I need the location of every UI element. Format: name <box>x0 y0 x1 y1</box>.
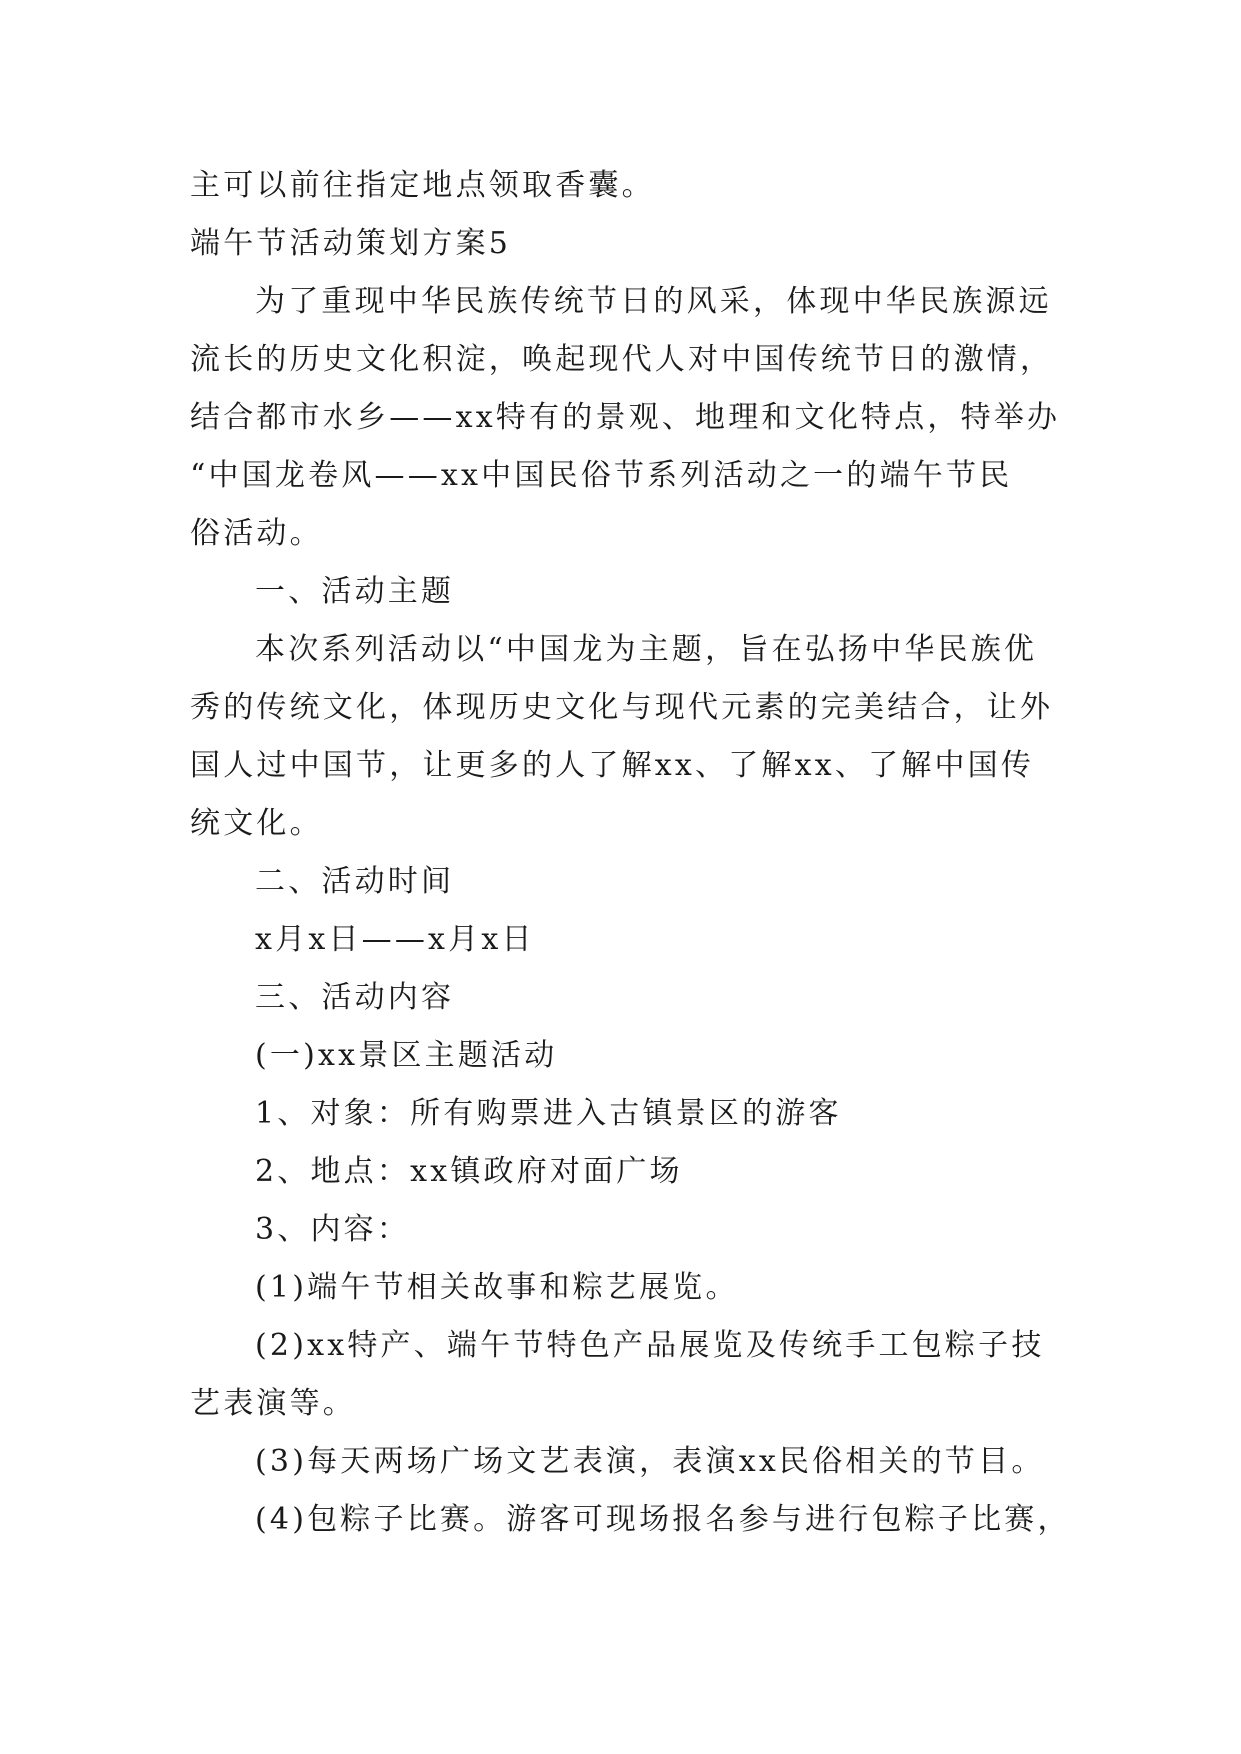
text-line: (4)包粽子比赛。游客可现场报名参与进行包粽子比赛， <box>255 1502 1071 1537</box>
text-line: 主可以前往指定地点领取香囊。 <box>190 168 655 203</box>
text-line: (1)端午节相关故事和粽艺展览。 <box>255 1270 739 1305</box>
text-line: 为了重现中华民族传统节日的风采，体现中华民族源远 <box>255 284 1052 319</box>
text-line: 3、内容： <box>255 1212 411 1247</box>
text-line: 本次系列活动以“中国龙为主题，旨在弘扬中华民族优 <box>255 632 1038 667</box>
text-line: 结合都市水乡——xx特有的景观、地理和文化特点，特举办 <box>190 400 1061 435</box>
text-line: (一)xx景区主题活动 <box>255 1038 558 1073</box>
subheading: 三、活动内容 <box>255 980 455 1015</box>
text-line: x月x日——x月x日 <box>255 922 535 957</box>
text-line: (2)xx特产、端午节特色产品展览及传统手工包粽子技 <box>255 1328 1045 1363</box>
text-line: 2、地点：xx镇政府对面广场 <box>255 1154 683 1189</box>
subheading: 一、活动主题 <box>255 574 455 609</box>
text-line: 艺表演等。 <box>190 1386 356 1421</box>
text-line: 秀的传统文化，体现历史文化与现代元素的完美结合，让外 <box>190 690 1054 725</box>
section-heading: 端午节活动策划方案5 <box>190 226 512 261</box>
subheading: 二、活动时间 <box>255 864 455 899</box>
text-line: 统文化。 <box>190 806 323 841</box>
text-line: 流长的历史文化积淀，唤起现代人对中国传统节日的激情， <box>190 342 1054 377</box>
text-line: “中国龙卷风——xx中国民俗节系列活动之一的端午节民 <box>190 458 1013 493</box>
text-line: 1、对象：所有购票进入古镇景区的游客 <box>255 1096 842 1131</box>
text-line: 俗活动。 <box>190 516 323 551</box>
text-line: 国人过中国节，让更多的人了解xx、了解xx、了解中国传 <box>190 748 1035 783</box>
text-line: (3)每天两场广场文艺表演，表演xx民俗相关的节目。 <box>255 1444 1045 1479</box>
